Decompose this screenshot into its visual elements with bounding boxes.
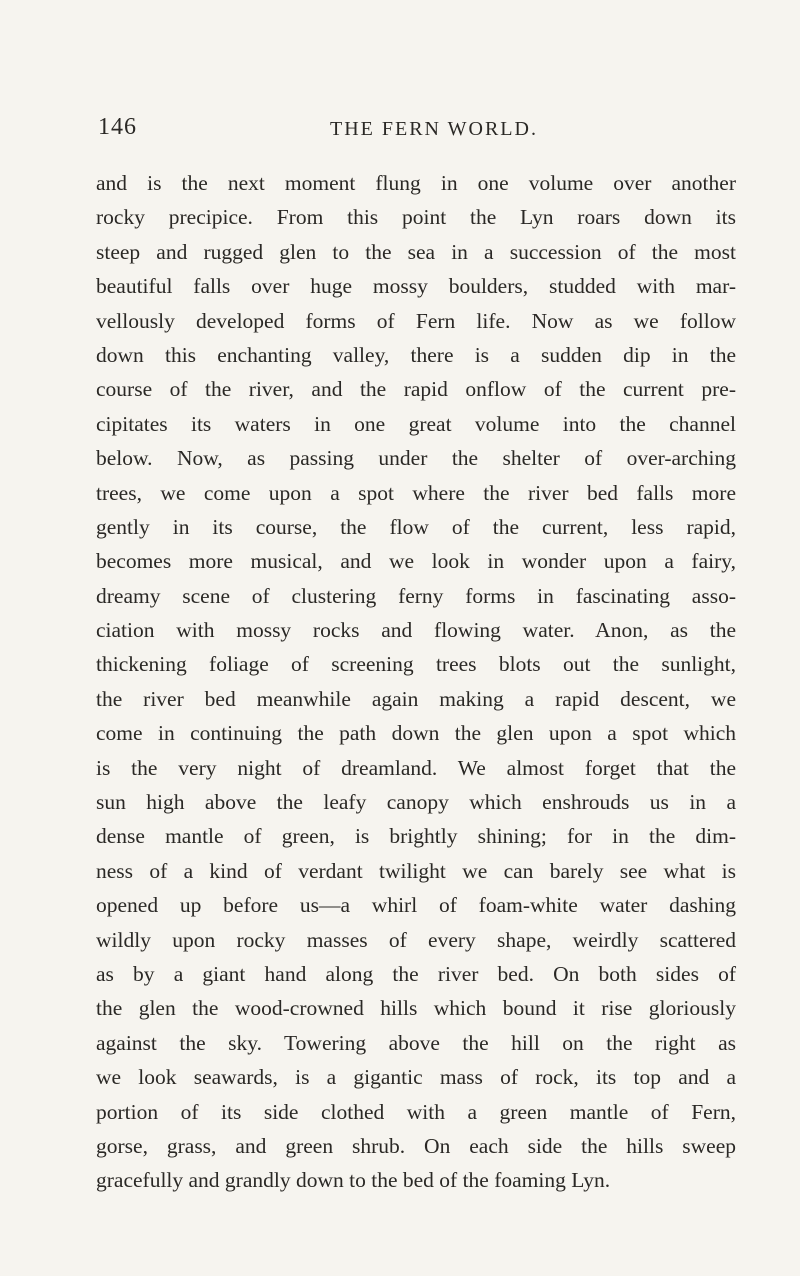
text-line: rocky precipice. From this point the Lyn roars down its (96, 205, 736, 230)
text-line: below. Now, as passing under the shelter of over-arching (96, 446, 736, 471)
text-line: vellously developed forms of Fern life. Now as we follow (96, 308, 736, 333)
text-line: dense mantle of green, is brightly shining; for in the dim- (96, 824, 736, 849)
text-line: beautiful falls over huge mossy boulders, studded with mar- (96, 274, 736, 299)
text-line: becomes more musical, and we look in wonder upon a fairy, (96, 549, 736, 574)
text-line: course of the river, and the rapid onflow of the current pre- (96, 377, 736, 402)
text-line: gracefully and grandly down to the bed of the foaming Lyn. (96, 1168, 611, 1193)
text-line: ciation with mossy rocks and flowing water. Anon, as the (96, 618, 736, 643)
text-line: gently in its course, the flow of the current, less rapid, (96, 514, 736, 539)
text-line: opened up before us—a whirl of foam-white water dashing (96, 893, 736, 918)
text-line: the river bed meanwhile again making a rapid descent, we (96, 686, 736, 711)
text-line: trees, we come upon a spot where the river bed falls more (96, 480, 736, 505)
text-line: as by a giant hand along the river bed. On both sides of (96, 961, 736, 986)
page-number: 146 (98, 114, 137, 140)
text-line: portion of its side clothed with a green mantle of Fern, (96, 1099, 736, 1124)
text-line: wildly upon rocky masses of every shape, weirdly scattered (96, 927, 736, 952)
text-line: steep and rugged glen to the sea in a succession of the most (96, 239, 736, 264)
text-line: ness of a kind of verdant twilight we can barely see what is (96, 858, 736, 883)
text-line: come in continuing the path down the glen upon a spot which (96, 721, 736, 746)
text-line: down this enchanting valley, there is a sudden dip in the (96, 342, 736, 367)
running-head (0, 114, 800, 144)
text-line: cipitates its waters in one great volume into the channel (96, 411, 736, 436)
text-line: the glen the wood-crowned hills which bound it rise gloriously (96, 996, 736, 1021)
running-title: THE FERN WORLD. (330, 118, 538, 140)
text-line: is the very night of dreamland. We almost forget that the (96, 755, 736, 780)
text-line: dreamy scene of clustering ferny forms in fascinating asso- (96, 583, 736, 608)
text-line: we look seawards, is a gigantic mass of rock, its top and a (96, 1065, 736, 1090)
text-line: gorse, grass, and green shrub. On each side the hills sweep (96, 1133, 736, 1158)
text-line: and is the next moment flung in one volume over another (96, 171, 736, 195)
text-line: against the sky. Towering above the hill on the right as (96, 1030, 736, 1055)
body-paragraph (96, 166, 736, 1198)
text-line: thickening foliage of screening trees blots out the sunlight, (96, 652, 736, 677)
text-line: sun high above the leafy canopy which enshrouds us in a (96, 790, 736, 815)
